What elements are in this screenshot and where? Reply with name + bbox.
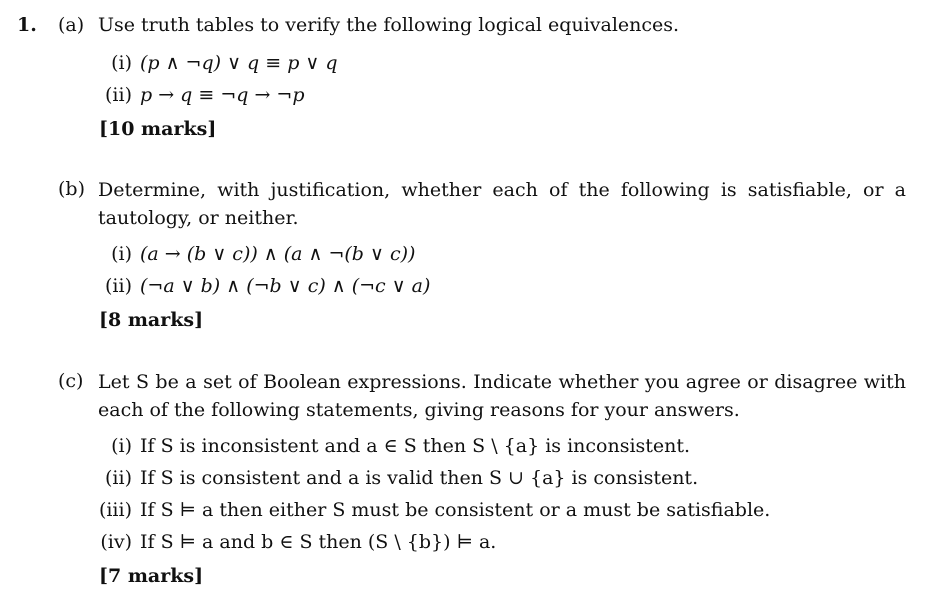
part-b-item-2-formula: (¬a ∨ b) ∧ (¬b ∨ c) ∧ (¬c ∨ a): [140, 275, 431, 297]
part-c-item-3-statement: If S ⊨ a then either S must be consistent or a must be satisfiable.: [140, 499, 771, 521]
question-number: 1.: [17, 14, 37, 36]
part-a-item-1-formula: (p ∧ ¬q) ∨ q ≡ p ∨ q: [140, 52, 338, 74]
part-b-marks: [8 marks]: [99, 309, 204, 331]
part-c-item-2-label: (ii): [105, 467, 132, 489]
part-c-item-1-label: (i): [111, 435, 132, 457]
part-c-label: (c): [58, 370, 84, 392]
part-c-item-4-label: (iv): [100, 531, 132, 553]
part-b-label: (b): [58, 178, 85, 200]
part-c-item-3-label: (iii): [98, 499, 132, 521]
part-a-text: Use truth tables to verify the following logical equivalences.: [98, 14, 680, 36]
part-a-label: (a): [58, 14, 85, 36]
part-c-text: Let S be a set of Boolean expressions. Indicate whether you agree or disagree with each of the following statements, giving reasons for your answers.: [98, 371, 906, 421]
part-c-item-4-statement: If S ⊨ a and b ∈ S then (S \ {b}) ⊨ a.: [140, 531, 497, 553]
part-b-text: Determine, with justification, whether each of the following is satisfiable, or a tautology, or neither.: [98, 179, 906, 229]
part-a-marks: [10 marks]: [99, 118, 217, 140]
part-b-item-2-label: (ii): [105, 275, 132, 297]
part-a-item-2-formula: p → q ≡ ¬q → ¬p: [140, 84, 305, 106]
part-c-item-1-statement: If S is inconsistent and a ∈ S then S \ {a} is inconsistent.: [140, 435, 691, 457]
part-b-item-1-label: (i): [111, 243, 132, 265]
part-b-item-1-formula: (a → (b ∨ c)) ∧ (a ∧ ¬(b ∨ c)): [140, 243, 416, 265]
part-a-item-1-label: (i): [111, 52, 132, 74]
part-c-marks: [7 marks]: [99, 565, 204, 587]
part-c-item-2-statement: If S is consistent and a is valid then S ∪ {a} is consistent.: [140, 467, 699, 489]
part-a-item-2-label: (ii): [105, 84, 132, 106]
